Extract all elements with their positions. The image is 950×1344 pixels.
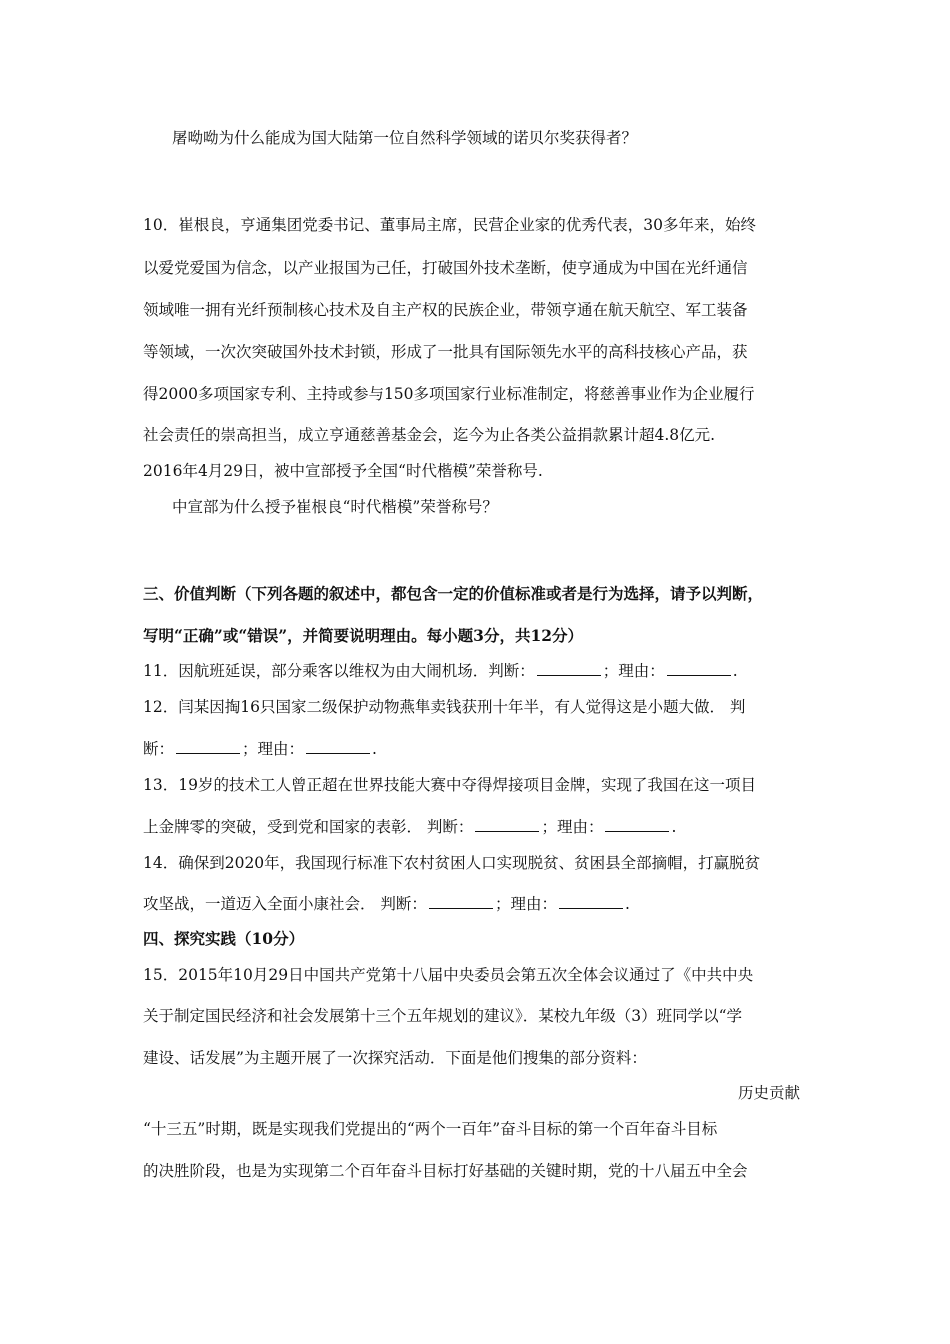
- q12-end: .: [372, 740, 377, 758]
- q13-end: .: [671, 818, 677, 836]
- q12-reason-blank[interactable]: [306, 739, 370, 754]
- q13-line-1: 13．19岁的技术工人曾正超在世界技能大赛中夺得焊接项目金牌，实现了我国在这一项目: [143, 776, 756, 794]
- q10-line-3: 领域唯一拥有光纤预制核心技术及自主产权的民族企业，带领亨通在航天航空、军工装备: [143, 301, 748, 319]
- q11-end: .: [732, 662, 738, 680]
- q10-question: 中宣部为什么授予崔根良“时代楷模”荣誉称号？: [172, 498, 498, 516]
- q10-line-5: 得2000多项国家专利、主持或参与150多项国家行业标准制定，将慈善事业作为企业履行: [143, 385, 755, 403]
- q14-judgment-blank[interactable]: [429, 894, 493, 909]
- q12-line-2: [143, 739, 377, 759]
- q11-text: 11．因航班延误，部分乘客以维权为由大闹机场．判断：: [143, 662, 535, 680]
- q10-line-6: 社会责任的崇高担当，成立亨通慈善基金会，迄今为止各类公益捐款累计超4.8亿元.: [143, 426, 716, 444]
- q15-para-line-2: 的决胜阶段，也是为实现第二个百年奋斗目标打好基础的关键时期，党的十八届五中全会: [143, 1162, 748, 1180]
- q15-line-3: 建设、话发展”为主题开展了一次探究活动．下面是他们搜集的部分资料：: [143, 1049, 647, 1067]
- q11-reason-label: ；理由：: [602, 662, 665, 680]
- q11-judgment-blank[interactable]: [537, 661, 601, 676]
- q10-line-4: 等领域，一次次突破国外技术封锁，形成了一批具有国际领先水平的高科技核心产品，获: [143, 343, 748, 361]
- q12-reason-label: ；理由：: [242, 740, 305, 758]
- q15-para-line-1: “十三五”时期，既是实现我们党提出的“两个一百年”奋斗目标的第一个百年奋斗目标: [143, 1120, 718, 1138]
- q14-line-2: [143, 894, 630, 914]
- q12-line-1: 12．闫某因掏16只国家二级保护动物燕隼卖钱获刑十年半，有人觉得这是小题大做． 判: [143, 698, 746, 716]
- q14-reason-label: ；理由：: [494, 895, 557, 913]
- q10-line-2: 以爱党爱国为信念，以产业报国为己任，打破国外技术垄断，使亨通成为中国在光纤通信: [143, 259, 748, 277]
- q13-reason-blank[interactable]: [605, 817, 669, 832]
- section4-title: 四、探究实践（10分）: [143, 929, 305, 948]
- q13-reason-label: ；理由：: [541, 818, 604, 836]
- q14-line-1: 14．确保到2020年，我国现行标准下农村贫困人口实现脱贫、贫困县全部摘帽，打赢脱贫: [143, 854, 761, 872]
- q15-line-1: 15．2015年10月29日中国共产党第十八届中央委员会第五次全体会议通过了《中共中央: [143, 966, 754, 984]
- section3-title-line2: 写明“正确”或“错误”，并简要说明理由。每小题3分，共12分）: [143, 626, 584, 645]
- q13-judgment-label: 上金牌零的突破，受到党和国家的表彰． 判断：: [143, 818, 474, 836]
- q10-line-1: 10．崔根良，亨通集团党委书记、董事局主席，民营企业家的优秀代表，30多年来，始终: [143, 216, 756, 234]
- q15-subheading: 历史贡献: [737, 1084, 800, 1102]
- q15-line-2: 关于制定国民经济和社会发展第十三个五年规划的建议》．某校九年级（3）班同学以“学: [143, 1007, 743, 1025]
- q13-judgment-blank[interactable]: [475, 817, 539, 832]
- q12-judgment-blank[interactable]: [176, 739, 240, 754]
- q14-end: .: [624, 895, 630, 913]
- section3-title-line1: 三、价值判断（下列各题的叙述中，都包含一定的价值标准或者是行为选择，请予以判断，: [143, 584, 764, 603]
- q12-judgment-label: 断：: [143, 740, 175, 758]
- q13-line-2: [143, 817, 676, 837]
- q11-reason-blank[interactable]: [667, 661, 731, 676]
- q14-judgment-label: 攻坚战，一道迈入全面小康社会． 判断：: [143, 895, 427, 913]
- q11: [143, 661, 738, 681]
- q14-reason-blank[interactable]: [559, 894, 623, 909]
- q10-line-7: 2016年4月29日，被中宣部授予全国“时代楷模”荣誉称号.: [143, 462, 543, 480]
- q9-question: 屠呦呦为什么能成为国大陆第一位自然科学领域的诺贝尔奖获得者？: [172, 129, 638, 147]
